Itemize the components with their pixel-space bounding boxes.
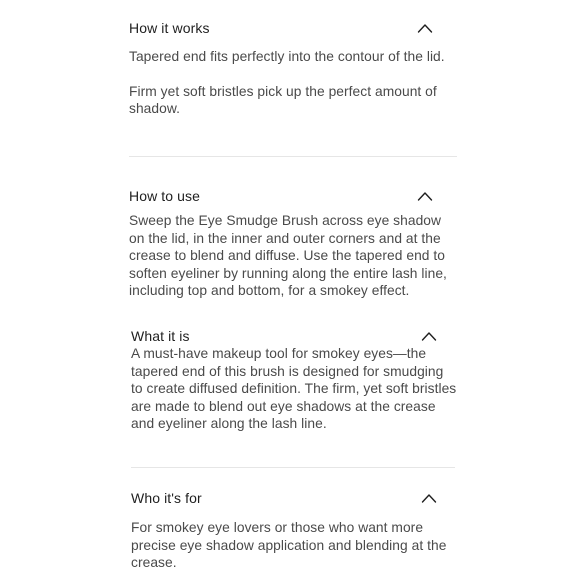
content-paragraph: Tapered end fits perfectly into the contour of the lid. [129,49,445,64]
content-paragraph: A must-have makeup tool for smokey eyes—the tapered end of this brush is designed for smudging to create diffused definition. The firm, yet soft bristles are made to blend out eye shadows at the crease and eyeliner along the lash line. [131,346,457,432]
accordion-section-who-its-for [131,488,461,572]
chevron-up-icon[interactable] [421,492,437,504]
accordion-content [129,212,459,300]
accordion-content [131,519,449,572]
section-divider [129,156,457,157]
section-title: How to use [129,188,201,204]
accordion-header-how-to-use[interactable] [129,186,459,206]
content-paragraph: Firm yet soft bristles pick up the perfect amount of shadow. [129,83,437,117]
content-paragraph: For smokey eye lovers or those who want more precise eye shadow application and blending at the crease. [131,520,447,571]
section-title: How it works [129,20,210,36]
chevron-up-icon[interactable] [421,330,437,342]
accordion-header-who-its-for[interactable] [131,488,461,508]
accordion-header-what-it-is[interactable] [131,326,461,346]
section-title: What it is [131,328,190,344]
accordion-section-how-to-use [129,186,459,300]
accordion-content [129,48,451,118]
chevron-up-icon[interactable] [417,190,433,202]
content-paragraph: Sweep the Eye Smudge Brush across eye shadow on the lid, in the inner and outer corners and at the crease to blend and diffuse. Use the tapered end to soften eyeliner by running along the entire lash line, including top and bottom, for a smokey effect. [129,213,447,299]
accordion-content [131,345,457,433]
chevron-up-icon[interactable] [417,22,433,34]
section-divider [131,467,455,468]
section-title: Who it's for [131,490,202,506]
accordion-section-what-it-is [131,326,461,433]
accordion-section-how-it-works [129,18,459,118]
accordion-header-how-it-works[interactable] [129,18,459,38]
